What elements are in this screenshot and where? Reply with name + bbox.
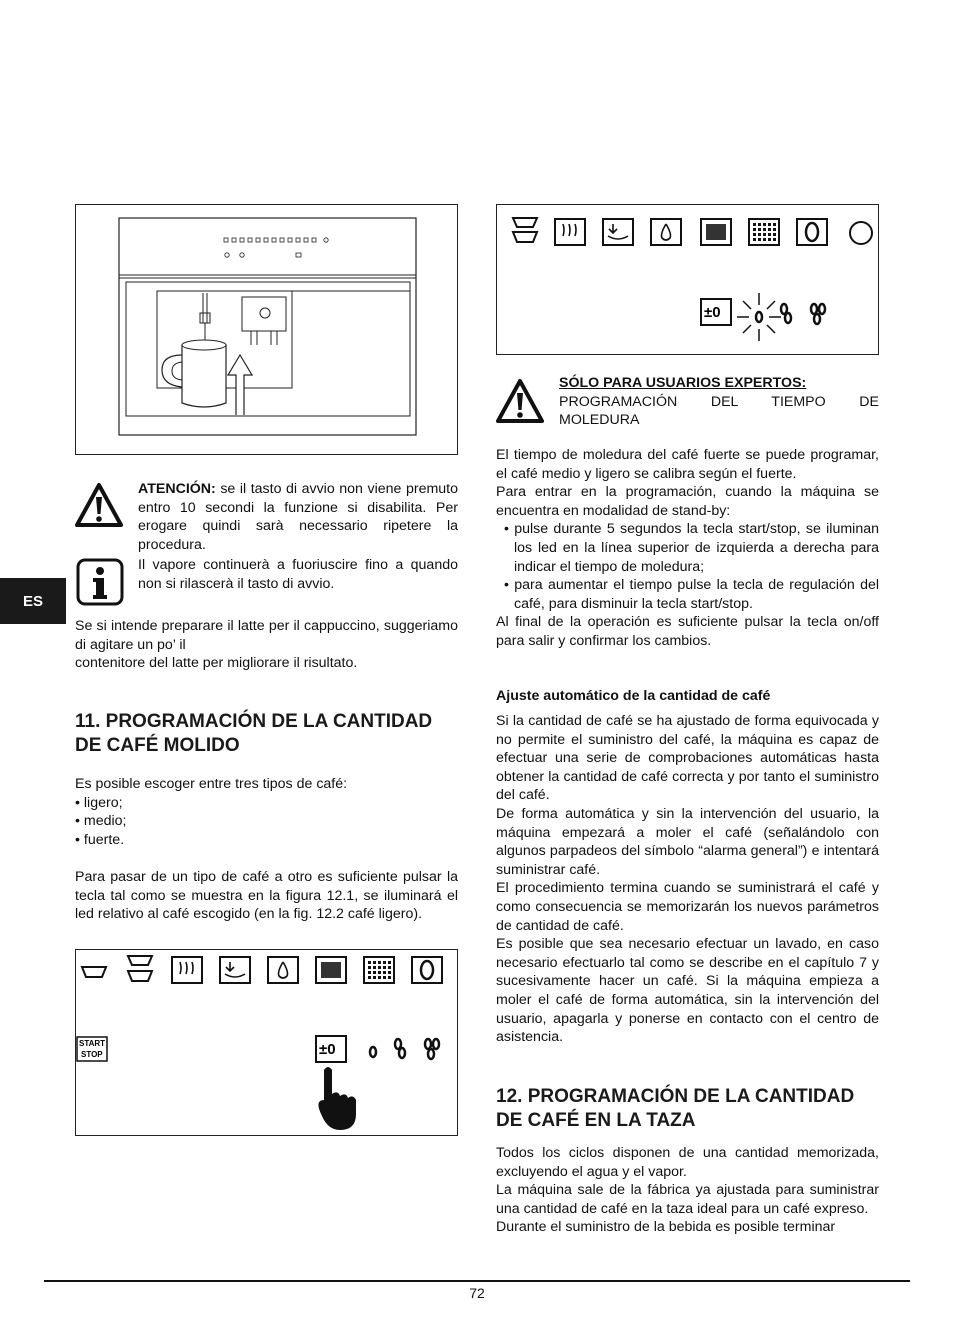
coffee-machine-drawing [76,205,457,454]
grind-p1: El tiempo de moledura del café fuerte se puede programar, el café medio y ligero se calibra según el fuerte. [496,447,879,482]
experts-sub-line1: PROGRAMACIÓN DEL TIEMPO DE [559,393,879,410]
bean-light-icon [370,1047,376,1057]
auto-p1: Si la cantidad de café se ha ajustado de forma equivocada y no permite el suministro del café, la máquina es capaz de efectuar una serie de comprobaciones automáticas hasta obtener la cantidad de café correcta y por tanto el suministro del café. [496,713,879,804]
milk-line-2: contenitore del latte per migliorare il risultato. [75,655,358,672]
grind-bullet-1: • pulse durante 5 segundos la tecla start/stop, se iluminan los led en la línea superior de izquierda a derecha para indicar el tiempo de moledura; [504,521,879,575]
section-12-title-line1: 12. PROGRAMACIÓN DE LA CANTIDAD [496,1086,855,1107]
double-cup-icon [128,956,152,981]
option-medio: • medio; [75,813,127,830]
right-body-1 [496,446,879,651]
option-fuerte: • fuerte. [75,831,125,848]
attention-text: se il tasto di avvio non viene premuto entro 10 secondi la funzione si disabilita. Per erogare quindi sarà necessario ripetere la procedura. [138,481,459,553]
info-note: Il vapore continuerà a fuoriuscire fino a quando non si rilascerà il tasto di avvio. [138,557,458,592]
right-body-2 [496,712,879,1047]
stop-label: STOP [81,1050,103,1059]
milk-line-1: Se si intende preparare il latte per il cappuccino, suggeriamo di agitare un po’ il [75,618,458,653]
grind-p3: Al final de la operación es suficiente pulsar la tecla on/off para salir y confirmar los cambios. [496,614,879,649]
experts-note [559,374,879,430]
section-12-title-line2: DE CAFÉ EN LA TAZA [496,1110,696,1131]
section-11-title-line2: DE CAFÉ MOLIDO [75,735,240,756]
start-label: START [79,1039,106,1048]
section-11-intro: Es posible escoger entre tres tipos de café: [75,776,348,792]
regulation-label: ±0 [704,304,721,321]
section-12-heading [496,1085,916,1133]
panel-figure-programming [496,204,879,355]
experts-title: SÓLO PARA USUARIOS EXPERTOS: [559,375,807,391]
section-12-body [496,1144,879,1237]
machine-figure [75,204,458,455]
hand-pointer-icon [318,1067,356,1130]
blink-rays-icon [737,293,781,341]
section-11-para: Para pasar de un tipo de café a otro es suficiente pulsar la tecla tal como se muestra en la figura 12.1, se iluminará el led relativo al café escogido (en la fig. 12.2 café ligero). [75,868,458,923]
grind-bullet-2: • para aumentar el tiempo pulse la tecla de regulación del café, para disminuir la tecla start/stop. [504,577,879,612]
steam-icon [603,219,633,245]
attention-label: ATENCIÓN: [138,481,216,497]
section-12-p3: Durante el suministro de la bebida es posible terminar [496,1219,836,1236]
auto-p2: De forma automática y sin la intervención del usuario, la máquina empezará a moler el café (señalándolo con algunos parpadeos del símbolo “alarma general”) e intentará suministrar café. [496,805,879,878]
warning-icon [75,482,123,533]
bean-light-icon [756,312,762,322]
steam-icon [220,957,250,983]
grid-icon [364,957,394,983]
option-ligero: • ligero; [75,794,123,811]
auto-adjust-subheading: Ajuste automático de la cantidad de café [496,688,771,704]
grind-p2: Para entrar en la programación, cuando la máquina se encuentra en modalidad de stand-by: [496,484,879,519]
panel-figure-12-1 [75,949,458,1136]
attention-note [138,480,458,554]
auto-p4: Es posible que sea necesario efectuar un lavado, en caso necesario efectuarlo tal como se describe en el capítulo 7 y sucesivamente hacer un café. Si la máquina empieza a moler el café de forma automática, sin la intervención del usuario, apagarla y ponerse en contacto con el centro de asistencia. [496,936,879,1046]
drop-icon [268,957,298,983]
bean-strong-icon [811,304,825,324]
language-tab: ES [0,578,66,624]
info-icon [76,558,124,611]
warning-icon [496,378,544,429]
milk-paragraph [75,617,458,673]
cup-icon [82,967,106,977]
section-11-title-line1: 11. PROGRAMACIÓN DE LA CANTIDAD [75,711,433,732]
section-11-heading [75,710,475,758]
drop-icon [651,219,681,245]
regulation-label: ±0 [319,1041,336,1058]
footer-rule [44,1280,910,1282]
section-11-body [75,775,458,924]
section-12-p1: Todos los ciclos disponen de una cantidad memorizada, excluyendo el agua y el vapor. [496,1145,879,1180]
page-number: 72 [469,1285,485,1301]
bean-strong-icon [425,1039,439,1059]
bean-medium-icon [781,304,791,323]
double-cup-icon [513,218,537,242]
bean-medium-icon [395,1039,405,1058]
arrow-up-icon [228,355,252,415]
grid-icon [749,219,779,245]
experts-sub-line2: MOLEDURA [559,412,640,429]
power-led-icon [850,222,872,244]
auto-p3: El procedimiento termina cuando se suministrará el café y como consecuencia se memorizarán los nuevos parámetros de cantidad de café. [496,880,879,934]
section-12-p2: La máquina sale de la fábrica ya ajustada para suministrar una cantidad de café en la taza ideal para un café expreso. [496,1182,879,1217]
